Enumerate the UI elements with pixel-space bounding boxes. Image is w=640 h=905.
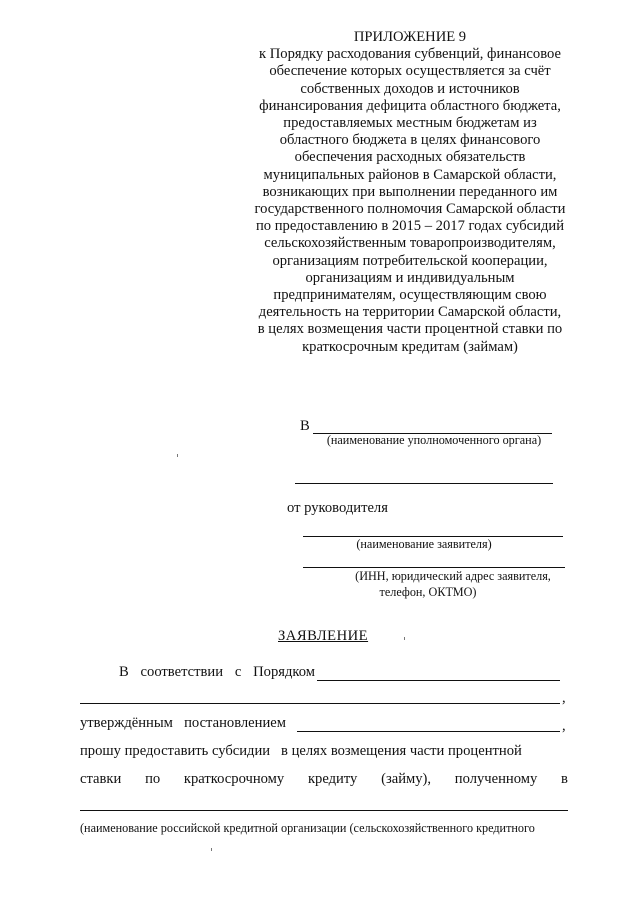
comma-mark-2: , bbox=[562, 718, 566, 734]
line5-word: краткосрочному bbox=[183, 771, 285, 787]
order-continuation-line bbox=[80, 703, 560, 704]
credit-organization-line bbox=[80, 810, 568, 811]
applicant-caption: (наименование заявителя) bbox=[356, 537, 492, 551]
addressee-prefix: В bbox=[300, 418, 310, 434]
line3-word: утверждённым bbox=[80, 715, 173, 731]
line1-word: В bbox=[119, 664, 129, 680]
appendix-title: ПРИЛОЖЕНИЕ 9 bbox=[353, 29, 467, 45]
scan-speck bbox=[177, 454, 178, 457]
details-line bbox=[303, 567, 565, 568]
line3-word: постановлением bbox=[184, 715, 286, 731]
statement-line-3 bbox=[80, 715, 286, 732]
statement-line-1 bbox=[119, 664, 315, 681]
line5-word: полученному bbox=[454, 771, 538, 787]
details-caption-2: телефон, ОКТМО) bbox=[379, 585, 477, 599]
appendix-subtitle: к Порядку расходования субвенций, финансовое обеспечение которых осуществляется за счёт собственных доходов и источников финансирования дефицита областного бюджета, предоставляемых местным бюджетам из областного бюджета в целях финансового обеспечения расходных обязательств муниципальных районов в Самарской области, возникающих при выполнении переданного им государственного полномочия Самарской области по предоставлению в 2015 – 2017 годах субсидий сельскохозяйственным товаропроизводителям, организациям потребительской кооперации, организациям и индивидуальным предпринимателям, осуществляющим свою деятельность на территории Самарской области, в целях возмещения части процентной ставки по краткосрочным кредитам (займам) bbox=[254, 46, 566, 355]
line5-word: по bbox=[145, 771, 161, 787]
addressee-caption: (наименование уполномоченного органа) bbox=[326, 433, 542, 447]
resolution-line bbox=[297, 731, 560, 732]
statement-heading: ЗАЯВЛЕНИЕ bbox=[278, 628, 369, 644]
order-line bbox=[317, 680, 560, 681]
line5-word: (займу), bbox=[381, 771, 432, 787]
line5-word: ставки bbox=[80, 771, 122, 787]
statement-line-5 bbox=[80, 771, 568, 788]
appendix-block bbox=[236, 29, 584, 356]
scan-speck bbox=[211, 848, 212, 851]
line5-word: в bbox=[561, 771, 568, 787]
addressee-line-2 bbox=[295, 483, 553, 484]
line1-word: Порядком bbox=[253, 664, 315, 680]
scan-speck bbox=[404, 637, 405, 640]
line1-word: с bbox=[234, 664, 242, 680]
from-label: от руководителя bbox=[287, 500, 388, 516]
details-caption-1: (ИНН, юридический адрес заявителя, bbox=[355, 569, 551, 583]
credit-organization-caption: (наименование российской кредитной организации (сельскохозяйственного кредитного bbox=[80, 821, 535, 835]
line5-word: кредиту bbox=[307, 771, 358, 787]
line1-word: соответствии bbox=[140, 664, 224, 680]
comma-mark: , bbox=[562, 690, 566, 706]
statement-line-4: прошу предоставить субсидии в целях возмещения части процентной bbox=[80, 743, 522, 759]
